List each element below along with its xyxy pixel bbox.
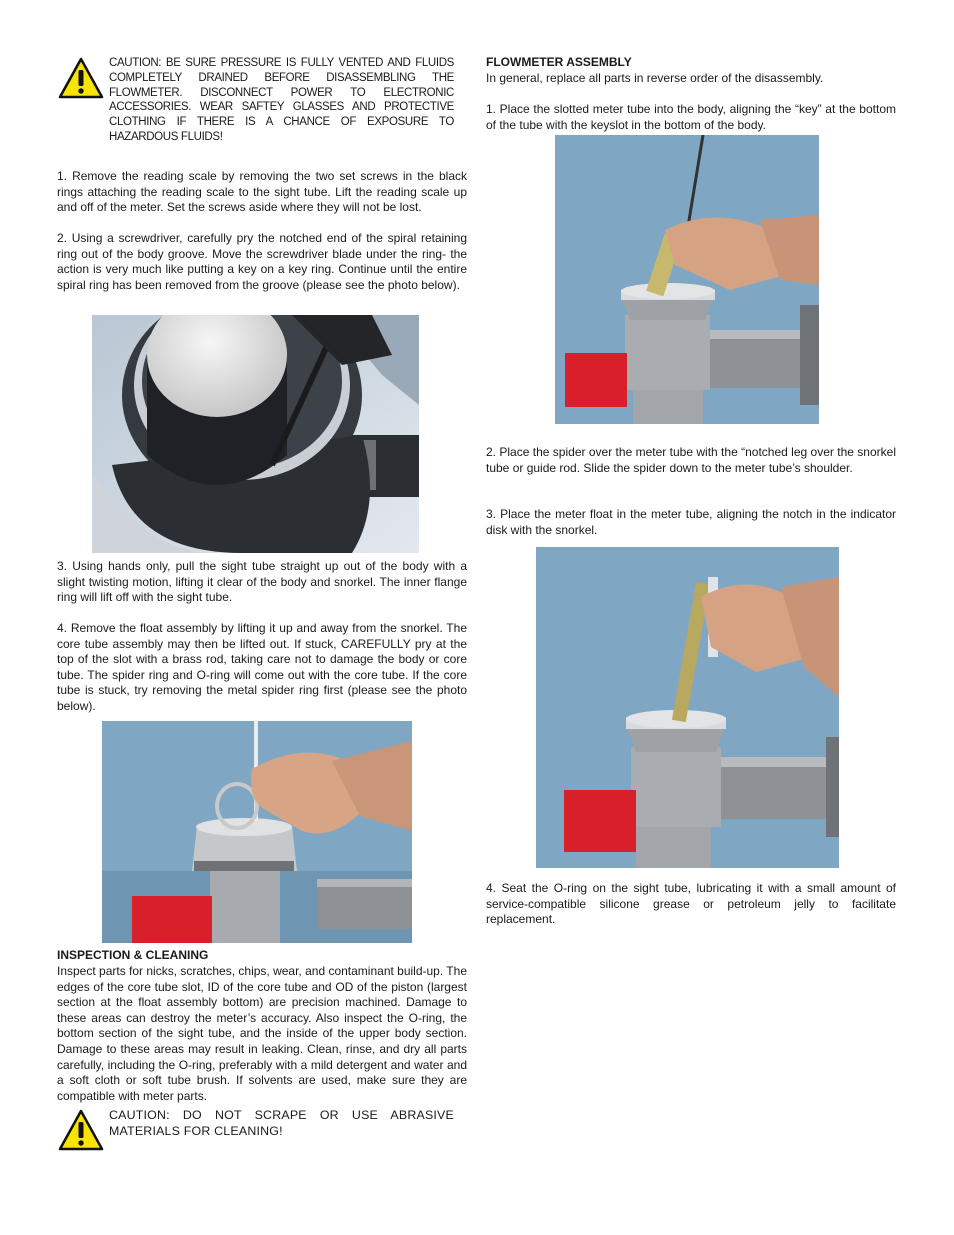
- disassembly-step-2: 2. Using a screwdriver, carefully pry the notched end of the spiral retaining ring out of the body groove. Move the screwdriver blade under the ring- the action is very much like putting a key on a key ring. Continue until the entire spiral ring has been removed from the groove (please see the photo below).: [57, 231, 467, 292]
- assembly-step-2: 2. Place the spider over the meter tube with the “notched leg over the snorkel tube or guide rod. Slide the spider down to the meter tube’s shoulder.: [486, 445, 896, 475]
- assembly-heading: FLOWMETER ASSEMBLY: [486, 55, 632, 69]
- caution-disassembly: CAUTION: BE SURE PRESSURE IS FULLY VENTED AND FLUIDS COMPLETELY DRAINED BEFORE DISASSEMBLING THE FLOWMETER. DISCONNECT POWER TO ELECTRONIC ACCESSORIES. WEAR SAFTEY GLASSES AND PROTECTIVE CLOTHING IF THERE IS A CHANCE OF EXPOSURE TO HAZARDOUS FLUIDS!: [109, 57, 454, 143]
- inspection-text: Inspect parts for nicks, scratches, chips, wear, and contaminant build-up. The edges of the core tube slot, ID of the core tube and OD of the piston (largest section at the float assembly bottom) are precision machined. Damage to these areas can destroy the meter’s accuracy. Also inspect the O-ring, the bottom section of the sight tube, and the inside of the upper body section. Damage to these areas may result in leaking. Clean, rinse, and dry all parts carefully, including the O-ring, preferably with a mild detergent and water and a soft cloth or soft tube brush. If solvents are used, make sure they are compatible with meter parts.: [57, 964, 467, 1103]
- warning-icon: [58, 57, 104, 99]
- assembly-step-3: 3. Place the meter float in the meter tube, aligning the notch in the indicator disk with the snorkel.: [486, 507, 896, 537]
- caution-cleaning: CAUTION: DO NOT SCRAPE OR USE ABRASIVE MATERIALS FOR CLEANING!: [109, 1108, 454, 1138]
- photo-meter-tube-insertion: [555, 135, 819, 424]
- photo-spider-ring-removal: [102, 721, 412, 943]
- inspection-heading: INSPECTION & CLEANING: [57, 948, 209, 962]
- assembly-step-1: 1. Place the slotted meter tube into the body, aligning the “key” at the bottom of the tube with the keyslot in the bottom of the body.: [486, 102, 896, 132]
- photo-spiral-ring-removal: [92, 315, 419, 553]
- disassembly-step-1: 1. Remove the reading scale by removing the two set screws in the black rings attaching the reading scale to the sight tube. Lift the reading scale up and off of the meter. Set the screws aside where they will not be lost.: [57, 169, 467, 215]
- warning-icon-cleaning: [58, 1109, 104, 1151]
- assembly-intro: In general, replace all parts in reverse order of the disassembly.: [486, 71, 824, 85]
- disassembly-step-3: 3. Using hands only, pull the sight tube straight up out of the body with a slight twisting motion, lifting it clear of the body and snorkel. The inner flange ring will lift off with the sight tube.: [57, 559, 467, 605]
- photo-meter-float-insertion: [536, 547, 839, 868]
- assembly-step-4: 4. Seat the O-ring on the sight tube, lubricating it with a small amount of service-compatible silicone grease or petroleum jelly to facilitate replacement.: [486, 881, 896, 927]
- disassembly-step-4: 4. Remove the float assembly by lifting it up and away from the snorkel. The core tube assembly may then be lifted out. If stuck, CAREFULLY pry at the top of the slot with a brass rod, taking care not to damage the body or core tube. The spider ring and O-ring will come out with the core tube. If the core tube is stuck, try removing the metal spider ring first (please see the photo below).: [57, 621, 467, 713]
